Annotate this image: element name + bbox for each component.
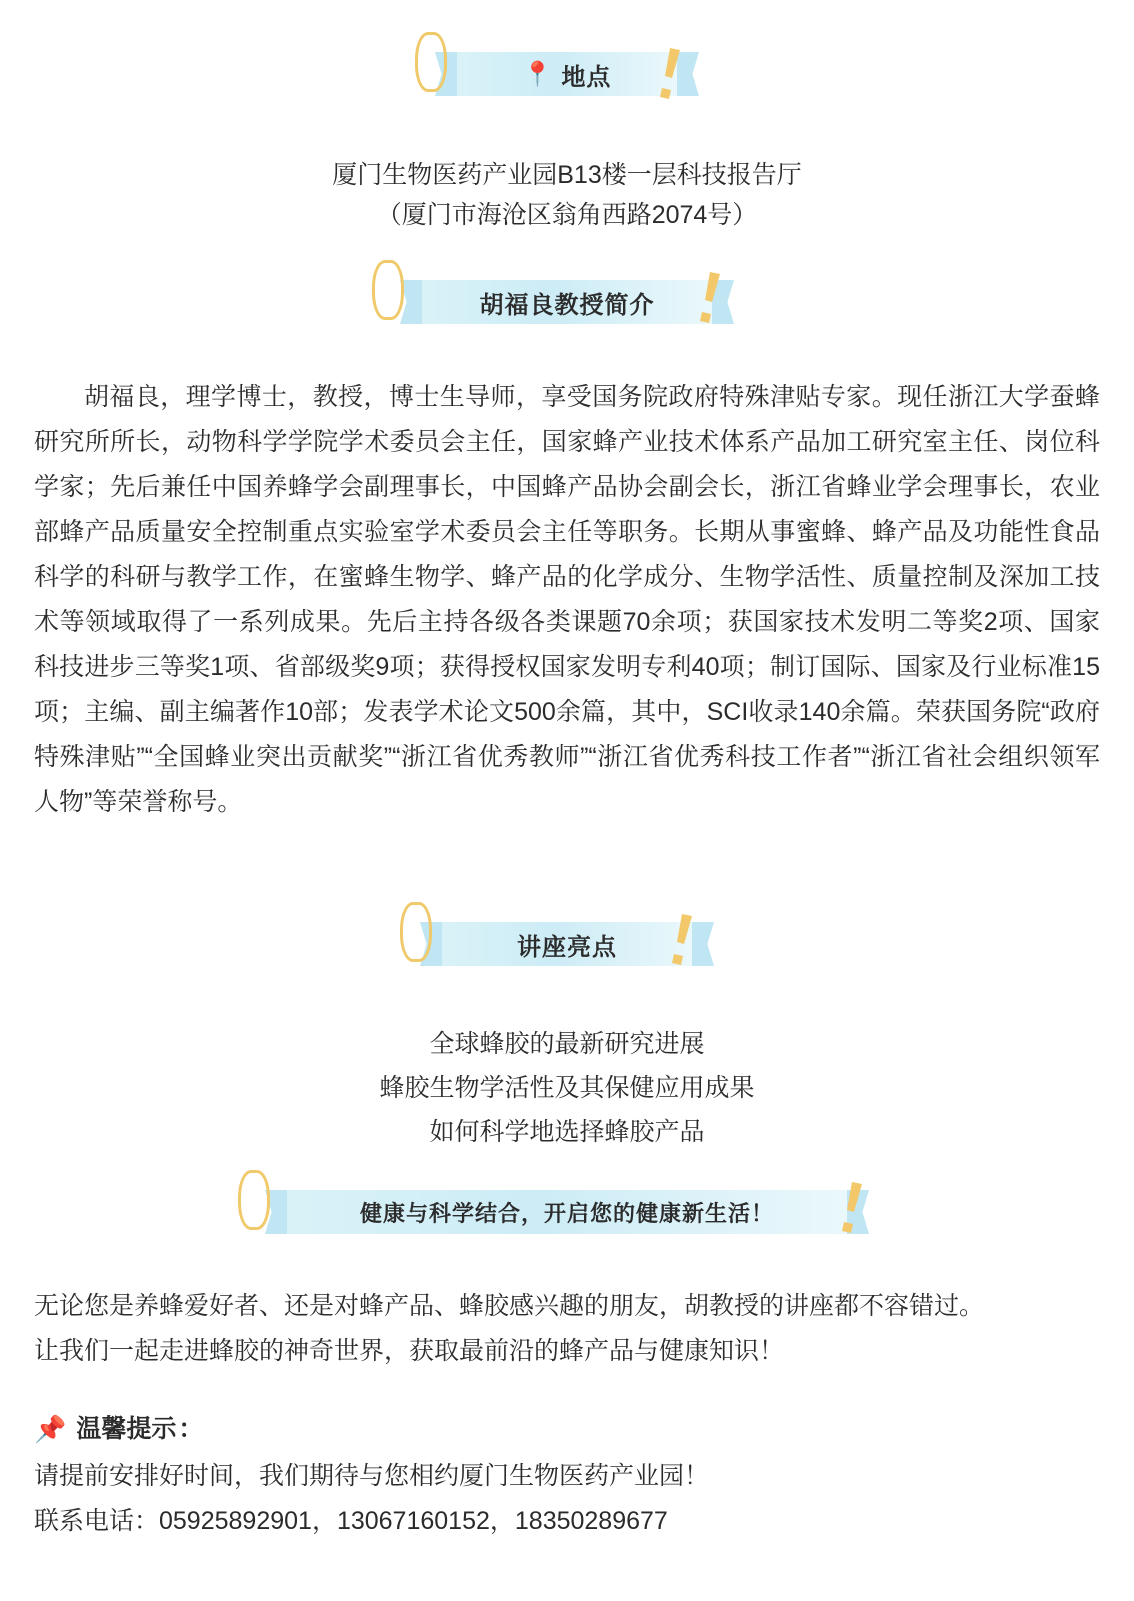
lecture-highlight-2: 蜂胶生物学活性及其保健应用成果: [379, 1074, 755, 1102]
location-line-1: 厦门生物医药产业园B13楼一层科技报告厅: [332, 161, 802, 189]
slogan-banner-plate: [287, 1190, 847, 1234]
location-banner: [0, 52, 1134, 96]
exclamation-decoration: [690, 268, 750, 328]
lecture-highlights-banner: [0, 922, 1134, 966]
lecture-highlight-3: 如何科学地选择蜂胶产品: [429, 1118, 705, 1146]
closing-line-2: 让我们一起走进蜂胶的神奇世界，获取最前沿的蜂产品与健康知识！: [34, 1337, 785, 1365]
lecture-highlights-lines: [0, 1022, 1134, 1154]
location-banner-plate: [457, 52, 677, 96]
speaker-profile-paragraph: 胡福良，理学博士，教授，博士生导师，享受国务院政府特殊津贴专家。现任浙江大学蚕蜂研究所所长，动物科学学院学术委员会主任，国家蜂产业技术体系产品加工研究室主任、岗位科学家；先后兼任中国养蜂学会副理事长，中国蜂产品协会副会长，浙江省蜂业学会理事长，农业部蜂产品质量安全控制重点实验室学术委员会主任等职务。长期从事蜜蜂、蜂产品及功能性食品科学的科研与教学工作，在蜜蜂生物学、蜂产品的化学成分、生物学活性、质量控制及深加工技术等领域取得了一系列成果。先后主持各级各类课题70余项；获国家技术发明二等奖2项、国家科技进步三等奖1项、省部级奖9项；获得授权国家发明专利40项；制订国际、国家及行业标准15项；主编、副主编著作10部；发表学术论文500余篇，其中，SCI收录140余篇。荣获国务院“政府特殊津贴”“全国蜂业突出贡献奖”“浙江省优秀教师”“浙江省优秀科技工作者”“浙江省社会组织领军人物”等荣誉称号。: [34, 383, 1100, 816]
closing-paragraph: [34, 1284, 1100, 1374]
lecture-highlight-1: 全球蜂胶的最新研究进展: [429, 1030, 705, 1058]
notice-title: 温馨提示: [76, 1415, 177, 1443]
notice-colon: ：: [178, 1415, 204, 1443]
speaker-profile-banner-plate: [422, 280, 712, 324]
lecture-highlights-banner-plate: [442, 922, 692, 966]
notice-title-row: [34, 1408, 1100, 1450]
exclamation-decoration: [662, 910, 722, 970]
notice-line-2: 联系电话：05925892901，13067160152，18350289677: [34, 1507, 668, 1535]
lecture-highlights-banner-title: 讲座亮点: [517, 933, 617, 961]
slogan-banner: [0, 1190, 1134, 1234]
speaker-profile-banner-title: 胡福良教授简介: [479, 291, 655, 319]
location-lines: [0, 155, 1134, 235]
location-banner-title: 地点: [561, 63, 612, 91]
clip-loop-decoration: [400, 902, 432, 962]
exclamation-decoration: [650, 44, 710, 104]
location-line-2: （厦门市海沧区翁角西路2074号）: [376, 201, 758, 229]
notice-line-1: 请提前安排好时间，我们期待与您相约厦门生物医药产业园！: [34, 1462, 710, 1490]
map-pin-icon: 📍: [522, 60, 554, 88]
exclamation-decoration: [832, 1178, 892, 1238]
pushpin-icon: 📌: [34, 1414, 67, 1444]
clip-loop-decoration: [415, 32, 447, 92]
clip-loop-decoration: [238, 1170, 270, 1230]
speaker-profile-banner: [0, 280, 1134, 324]
notice-block: [34, 1408, 1100, 1544]
clip-loop-decoration: [372, 260, 404, 320]
location-banner-title-group: [523, 57, 612, 92]
closing-line-1: 无论您是养蜂爱好者、还是对蜂产品、蜂胶感兴趣的朋友，胡教授的讲座都不容错过。: [34, 1292, 985, 1320]
slogan-banner-title: 健康与科学结合，开启您的健康新生活！: [359, 1200, 774, 1226]
